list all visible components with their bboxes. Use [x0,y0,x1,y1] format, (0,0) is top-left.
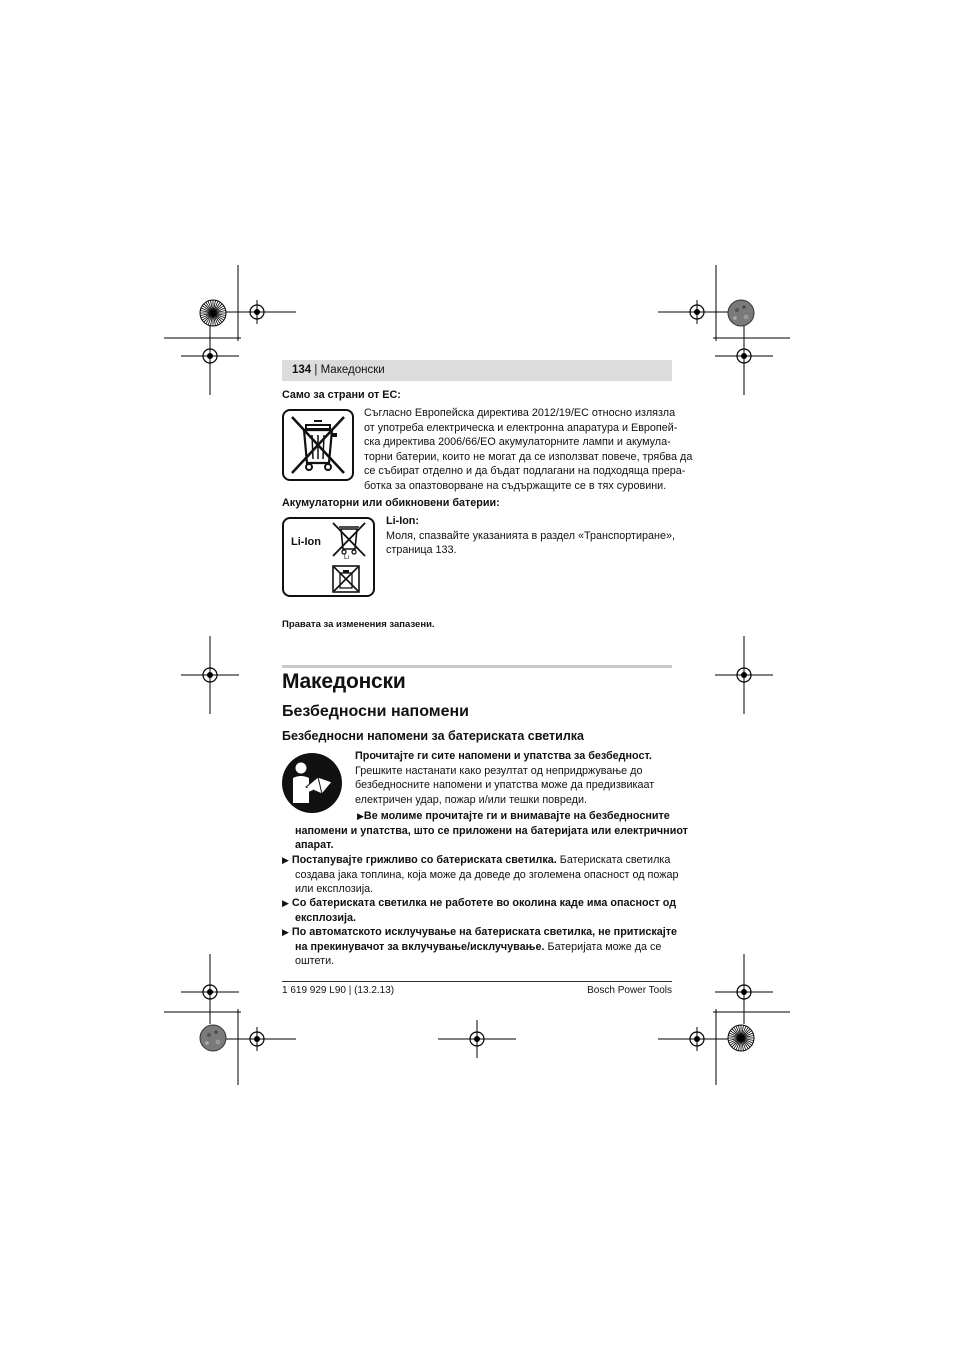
page-header [292,363,385,378]
p1-line1 [357,809,670,824]
p2-bold: Постапувајте грижливо со батериската светилка. [291,854,557,866]
footer-rule [282,981,672,982]
eu-text [364,406,692,494]
p4-bold: на прекинувачот за вклучување/исклучување. [295,940,545,953]
li-ion-line: страница 133. [386,544,457,557]
header-section: Македонски [320,364,385,376]
p2-line: создава јака топлина, која може да доведе до зголемена опасност од пожар [295,868,679,881]
p4-text: По автоматското исклучување на батериската светилка, не притискајте [291,926,678,938]
li-ion-label: Li-Ion [291,536,321,548]
p3-text: Со батериската светилка не работете во околина каде има опасност од [291,897,677,909]
eu-line: Съгласно Европейска директива 2012/19/ЕС относно излязла [364,407,676,419]
p4-rest: Батеријата може да се [544,940,662,953]
p1-line: апарат. [295,839,334,852]
intro-bold: Прочитајте ги сите напомени и упатства за безбедност. [355,750,652,762]
p3-line: експлозија. [295,911,356,924]
bullet-icon: ▶ [282,898,289,908]
crossed-battery-icon [332,565,360,593]
eu-line: ска директива 2006/66/ЕО акумулаторните лампи и акумула- [364,436,671,449]
p2-line1 [282,853,670,868]
p1-line: напомени и упатства, што се приложени на батеријата или електричниот [295,824,688,837]
footer-code: 1 619 929 L90 | (13.2.13) [282,985,395,996]
li-ion-recycling-icon [282,517,375,597]
page-number: 134 [292,364,312,376]
p3-line1 [282,896,676,911]
intro-block [355,749,654,807]
eu-line: торни батерии, които не могат да се използват повече, трябва да [364,450,693,463]
p2-line: или експлозија. [295,883,374,896]
eu-line: се събират отделно и да бъдат подлагани на подходяща прера- [364,465,686,478]
rights-reserved: Правата за изменения запазени. [282,619,435,630]
weee-icon [282,409,354,481]
intro-line: Грешките настанати како резултат од непридржување до [355,764,643,777]
p4-line1 [282,925,677,940]
batteries-heading: Акумулаторни или обикновени батерии: [282,497,500,509]
li-ion-text [386,514,675,558]
intro-line: електричен удар, пожар и/или тешки повреди. [355,793,588,806]
bullet-icon: ▶ [282,855,289,865]
li-ion-line: Моля, спазвайте указанията в раздел «Транспортиране», [386,529,675,542]
footer-brand: Bosch Power Tools [587,985,672,996]
section-subtitle: Безбедносни напомени [282,703,469,720]
read-manual-icon [282,753,342,813]
section-title: Македонски [282,670,406,693]
header-separator: | [314,364,318,376]
p4-line: оштети. [295,955,335,968]
p4-line2 [295,940,661,955]
eu-heading: Само за страни от ЕС: [282,389,401,401]
p1-text: Ве молиме прочитајте ги и внимавајте на безбедносните [363,810,670,822]
p2-rest: Батериската светилка [556,854,671,866]
eu-line: ботка за опазтоворване на съдържащите се в тях суровини. [364,479,667,492]
li-sub-label: Li [344,554,350,561]
intro-line: безбедносните напомени и упатства може да предизвикаат [355,779,655,792]
li-ion-title: Li-Ion: [386,515,419,527]
eu-line: от употреба електрическа и електронна апаратура и Европей- [364,421,678,434]
subsection-heading: Безбедносни напомени за батериската светилка [282,729,585,743]
bullet-icon: ▶ [357,811,364,821]
bullet-icon: ▶ [282,927,289,937]
